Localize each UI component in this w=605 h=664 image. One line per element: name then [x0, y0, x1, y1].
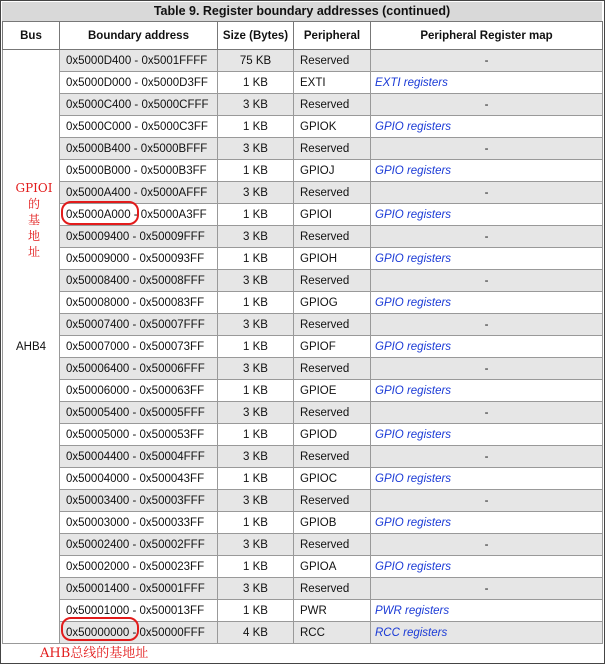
size-cell: 1 KB — [218, 292, 294, 314]
address-cell: 0x50005000 - 0x500053FF — [60, 424, 218, 446]
address-cell: 0x5000B400 - 0x5000BFFF — [60, 138, 218, 160]
size-cell: 3 KB — [218, 402, 294, 424]
register-map-cell — [371, 622, 603, 644]
header-register-map: Peripheral Register map — [371, 22, 603, 50]
register-map-cell: - — [371, 578, 603, 600]
register-map-link[interactable]: GPIO registers — [375, 428, 452, 441]
address-cell: 0x5000A000 - 0x5000A3FF — [60, 204, 218, 226]
address-cell: 0x50009400 - 0x50009FFF — [60, 226, 218, 248]
register-map-cell — [371, 248, 603, 270]
register-map-link[interactable]: GPIO registers — [375, 120, 452, 133]
register-map-link[interactable]: GPIO registers — [375, 208, 452, 221]
peripheral-cell: PWR — [294, 600, 371, 622]
register-map-cell: - — [371, 182, 603, 204]
size-cell: 75 KB — [218, 50, 294, 72]
size-cell: 3 KB — [218, 226, 294, 248]
annotation-line: 址 — [27, 245, 40, 259]
table-row — [3, 556, 603, 578]
size-cell: 1 KB — [218, 512, 294, 534]
peripheral-cell: GPIOJ — [294, 160, 371, 182]
table-row — [3, 248, 603, 270]
peripheral-cell: GPIOH — [294, 248, 371, 270]
register-map-cell — [371, 380, 603, 402]
ahb-annotation: AHB总线的基地址 — [40, 646, 149, 661]
size-cell: 1 KB — [218, 204, 294, 226]
peripheral-cell: Reserved — [294, 534, 371, 556]
register-map-cell — [371, 160, 603, 182]
table-row — [3, 424, 603, 446]
register-map-link[interactable]: GPIO registers — [375, 384, 452, 397]
address-cell: 0x50007400 - 0x50007FFF — [60, 314, 218, 336]
size-cell: 3 KB — [218, 446, 294, 468]
header-size: Size (Bytes) — [218, 22, 294, 50]
register-map-cell: - — [371, 226, 603, 248]
table-row — [3, 468, 603, 490]
peripheral-cell: GPIOB — [294, 512, 371, 534]
address-cell: 0x50001000 - 0x500013FF — [60, 600, 218, 622]
table-row — [3, 446, 603, 468]
peripheral-cell: Reserved — [294, 94, 371, 116]
table-row — [3, 50, 603, 72]
address-cell: 0x50008400 - 0x50008FFF — [60, 270, 218, 292]
size-cell: 1 KB — [218, 556, 294, 578]
peripheral-cell: RCC — [294, 622, 371, 644]
address-cell: 0x50009000 - 0x500093FF — [60, 248, 218, 270]
size-cell: 4 KB — [218, 622, 294, 644]
header-address: Boundary address — [60, 22, 218, 50]
register-table — [2, 21, 603, 644]
register-map-cell — [371, 424, 603, 446]
size-cell: 1 KB — [218, 336, 294, 358]
peripheral-cell: Reserved — [294, 138, 371, 160]
size-cell: 3 KB — [218, 94, 294, 116]
gpioi-annotation — [14, 180, 54, 260]
table-row — [3, 160, 603, 182]
size-cell: 1 KB — [218, 116, 294, 138]
peripheral-cell: EXTI — [294, 72, 371, 94]
size-cell: 1 KB — [218, 468, 294, 490]
register-map-cell: - — [371, 138, 603, 160]
register-map-cell: - — [371, 402, 603, 424]
address-cell: 0x5000D000 - 0x5000D3FF — [60, 72, 218, 94]
annotation-line: 的 — [27, 197, 40, 211]
table-row — [3, 358, 603, 380]
register-map-link[interactable]: GPIO registers — [375, 560, 452, 573]
peripheral-cell: Reserved — [294, 50, 371, 72]
address-cell: 0x5000A400 - 0x5000AFFF — [60, 182, 218, 204]
register-map-link[interactable]: GPIO registers — [375, 472, 452, 485]
peripheral-cell: Reserved — [294, 358, 371, 380]
annotation-line: 地 — [27, 229, 40, 243]
address-cell: 0x50003000 - 0x500033FF — [60, 512, 218, 534]
address-cell: 0x5000D400 - 0x5001FFFF — [60, 50, 218, 72]
peripheral-cell: Reserved — [294, 314, 371, 336]
register-map-cell: - — [371, 446, 603, 468]
peripheral-cell: GPIOD — [294, 424, 371, 446]
size-cell: 1 KB — [218, 380, 294, 402]
table-row — [3, 380, 603, 402]
register-map-link[interactable]: GPIO registers — [375, 340, 452, 353]
peripheral-cell: GPIOC — [294, 468, 371, 490]
address-cell: 0x50001400 - 0x50001FFF — [60, 578, 218, 600]
register-map-cell — [371, 116, 603, 138]
size-cell: 3 KB — [218, 534, 294, 556]
peripheral-cell: GPIOE — [294, 380, 371, 402]
size-cell: 1 KB — [218, 72, 294, 94]
register-map-cell — [371, 468, 603, 490]
size-cell: 3 KB — [218, 358, 294, 380]
size-cell: 3 KB — [218, 490, 294, 512]
address-cell: 0x50002000 - 0x500023FF — [60, 556, 218, 578]
table-row — [3, 138, 603, 160]
peripheral-cell: GPIOG — [294, 292, 371, 314]
table-row — [3, 292, 603, 314]
size-cell: 1 KB — [218, 160, 294, 182]
address-cell: 0x50005400 - 0x50005FFF — [60, 402, 218, 424]
peripheral-cell: Reserved — [294, 578, 371, 600]
address-cell: 0x5000B000 - 0x5000B3FF — [60, 160, 218, 182]
register-map-cell: - — [371, 270, 603, 292]
peripheral-cell: Reserved — [294, 446, 371, 468]
register-map-link[interactable]: GPIO registers — [375, 252, 452, 265]
annotation-line: GPIOI — [15, 181, 53, 195]
table-row — [3, 578, 603, 600]
table-row — [3, 314, 603, 336]
register-map-link[interactable]: GPIO registers — [375, 296, 452, 309]
size-cell: 3 KB — [218, 182, 294, 204]
register-map-cell — [371, 72, 603, 94]
size-cell: 1 KB — [218, 248, 294, 270]
address-cell: 0x50004400 - 0x50004FFF — [60, 446, 218, 468]
peripheral-cell: GPIOK — [294, 116, 371, 138]
table-row — [3, 490, 603, 512]
address-cell: 0x5000C400 - 0x5000CFFF — [60, 94, 218, 116]
register-map-link[interactable]: PWR registers — [375, 604, 450, 617]
peripheral-cell: GPIOA — [294, 556, 371, 578]
bus-cell: AHB4 — [3, 50, 60, 644]
register-map-link[interactable]: RCC registers — [375, 626, 448, 639]
table-row — [3, 336, 603, 358]
table-row — [3, 94, 603, 116]
register-map-cell — [371, 336, 603, 358]
register-map-cell — [371, 292, 603, 314]
address-cell: 0x50006400 - 0x50006FFF — [60, 358, 218, 380]
size-cell: 3 KB — [218, 270, 294, 292]
address-cell: 0x50003400 - 0x50003FFF — [60, 490, 218, 512]
address-cell: 0x5000C000 - 0x5000C3FF — [60, 116, 218, 138]
table-title: Table 9. Register boundary addresses (continued) — [2, 2, 602, 22]
size-cell: 3 KB — [218, 578, 294, 600]
peripheral-cell: Reserved — [294, 270, 371, 292]
size-cell: 1 KB — [218, 600, 294, 622]
size-cell: 3 KB — [218, 314, 294, 336]
address-cell: 0x50004000 - 0x500043FF — [60, 468, 218, 490]
register-map-link[interactable]: EXTI registers — [375, 76, 448, 89]
address-cell: 0x50007000 - 0x500073FF — [60, 336, 218, 358]
peripheral-cell: Reserved — [294, 226, 371, 248]
table-row — [3, 72, 603, 94]
table-row — [3, 270, 603, 292]
size-cell: 1 KB — [218, 424, 294, 446]
address-cell: 0x50006000 - 0x500063FF — [60, 380, 218, 402]
register-map-cell: - — [371, 94, 603, 116]
register-map-cell — [371, 556, 603, 578]
header-peripheral: Peripheral — [294, 22, 371, 50]
register-map-cell: - — [371, 50, 603, 72]
table-body — [3, 50, 603, 644]
header-row — [3, 22, 603, 50]
table-row — [3, 512, 603, 534]
register-map-cell — [371, 600, 603, 622]
table-row — [3, 402, 603, 424]
register-map-cell: - — [371, 490, 603, 512]
peripheral-cell: GPIOI — [294, 204, 371, 226]
register-map-cell — [371, 204, 603, 226]
size-cell: 3 KB — [218, 138, 294, 160]
table-row — [3, 534, 603, 556]
address-cell: 0x50008000 - 0x500083FF — [60, 292, 218, 314]
highlight-circle-ahb-base — [61, 617, 139, 641]
register-map-link[interactable]: GPIO registers — [375, 516, 452, 529]
register-map-cell: - — [371, 358, 603, 380]
table-row — [3, 116, 603, 138]
peripheral-cell: Reserved — [294, 182, 371, 204]
peripheral-cell: Reserved — [294, 490, 371, 512]
address-cell: 0x50000000 - 0x50000FFF — [60, 622, 218, 644]
register-map-cell: - — [371, 534, 603, 556]
header-bus: Bus — [3, 22, 60, 50]
highlight-circle-gpioi — [61, 201, 139, 225]
register-map-cell — [371, 512, 603, 534]
address-cell: 0x50002400 - 0x50002FFF — [60, 534, 218, 556]
register-map-cell: - — [371, 314, 603, 336]
peripheral-cell: GPIOF — [294, 336, 371, 358]
annotation-line: 基 — [27, 213, 40, 227]
peripheral-cell: Reserved — [294, 402, 371, 424]
register-map-link[interactable]: GPIO registers — [375, 164, 452, 177]
table-row — [3, 226, 603, 248]
